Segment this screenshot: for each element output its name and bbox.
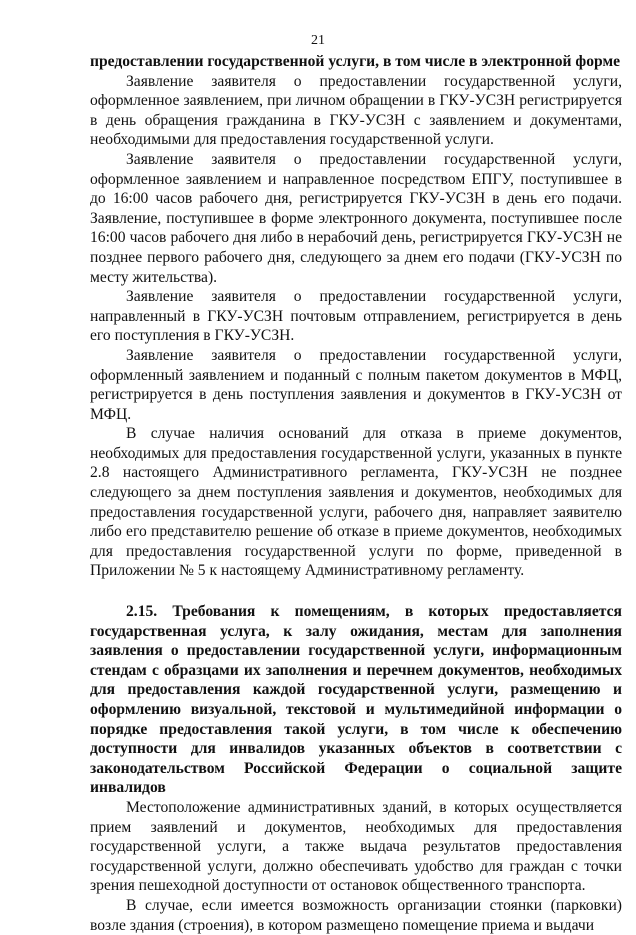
- continuation-heading: предоставлении государственной услуги, в том числе в электронной форме: [90, 53, 620, 70]
- paragraph-refusal-grounds: В случае наличия оснований для отказа в приеме документов, необходимых для предоставления государственной услуги, указанных в пункте 2.8 настоящего Административного регламента, ГКУ-УСЗН не позднее следующего за днем поступления заявления и документов, необходимых для предоставления государственной услуги, рабочего дня, направляет заявителю либо его представителю решение об отказе в приеме документов, необходимых для предоставления государственной услуги по форме, приведенной в Приложении № 5 к настоящему Административному регламенту.: [90, 425, 622, 580]
- section-heading-2-15: 2.15. Требования к помещениям, в которых предоставляется государственная услуга, к залу ожидания, местам для заполнения заявления о предоставлении государственной услуги, информационным стендам с образцами их заполнения и перечнем документов, необходимых для предоставления каждой государственной услуги, размещению и оформлению визуальной, текстовой и мультимедийной информации о порядке предоставления такой услуги, в том числе к обеспечению доступности для инвалидов указанных объектов в соответствии с законодательством Российской Федерации о социальной защите инвалидов: [90, 603, 622, 797]
- paragraph-postal-registration: Заявление заявителя о предоставлении государственной услуги, направленный в ГКУ-УСЗН почтовым отправлением, регистрируется в день его поступления в ГКУ-УСЗН.: [90, 288, 622, 345]
- paragraph-in-person-registration: Заявление заявителя о предоставлении государственной услуги, оформленное заявлением, при личном обращении в ГКУ-УСЗН регистрируется в день обращения гражданина в ГКУ-УСЗН с заявлением и документами, необходимыми для предоставления государственной услуги.: [90, 72, 622, 149]
- paragraph-mfc-registration: Заявление заявителя о предоставлении государственной услуги, оформленный заявлением и поданный с полным пакетом документов в МФЦ, регистрируется в день поступления заявления и документов в ГКУ-УСЗН от МФЦ.: [90, 346, 622, 423]
- page-number: 21: [311, 33, 325, 48]
- paragraph-epgu-registration: Заявление заявителя о предоставлении государственной услуги, оформленное заявлением и направленное посредством ЕПГУ, поступившее в до 16:00 часов рабочего дня, регистрируется ГКУ-УСЗН в день его подачи. Заявление, поступившее в форме электронного документа, поступившее после 16:00 часов рабочего дня либо в нерабочий день, регистрируется ГКУ-УСЗН не позднее первого рабочего дня, следующего за днем его подачи (ГКУ-УСЗН по месту жительства).: [90, 150, 622, 286]
- paragraph-building-location: Местоположение административных зданий, в которых осуществляется прием заявлений и документов, необходимых для предоставления государственной услуги, а также выдача результатов предоставления государственной услуги, должно обеспечивать удобство для граждан с точки зрения пешеходной доступности от остановок общественного транспорта.: [90, 798, 622, 895]
- paragraph-parking: В случае, если имеется возможность организации стоянки (парковки) возле здания (строения), в котором размещено помещение приема и выдачи: [90, 896, 622, 934]
- page-content: [90, 52, 622, 935]
